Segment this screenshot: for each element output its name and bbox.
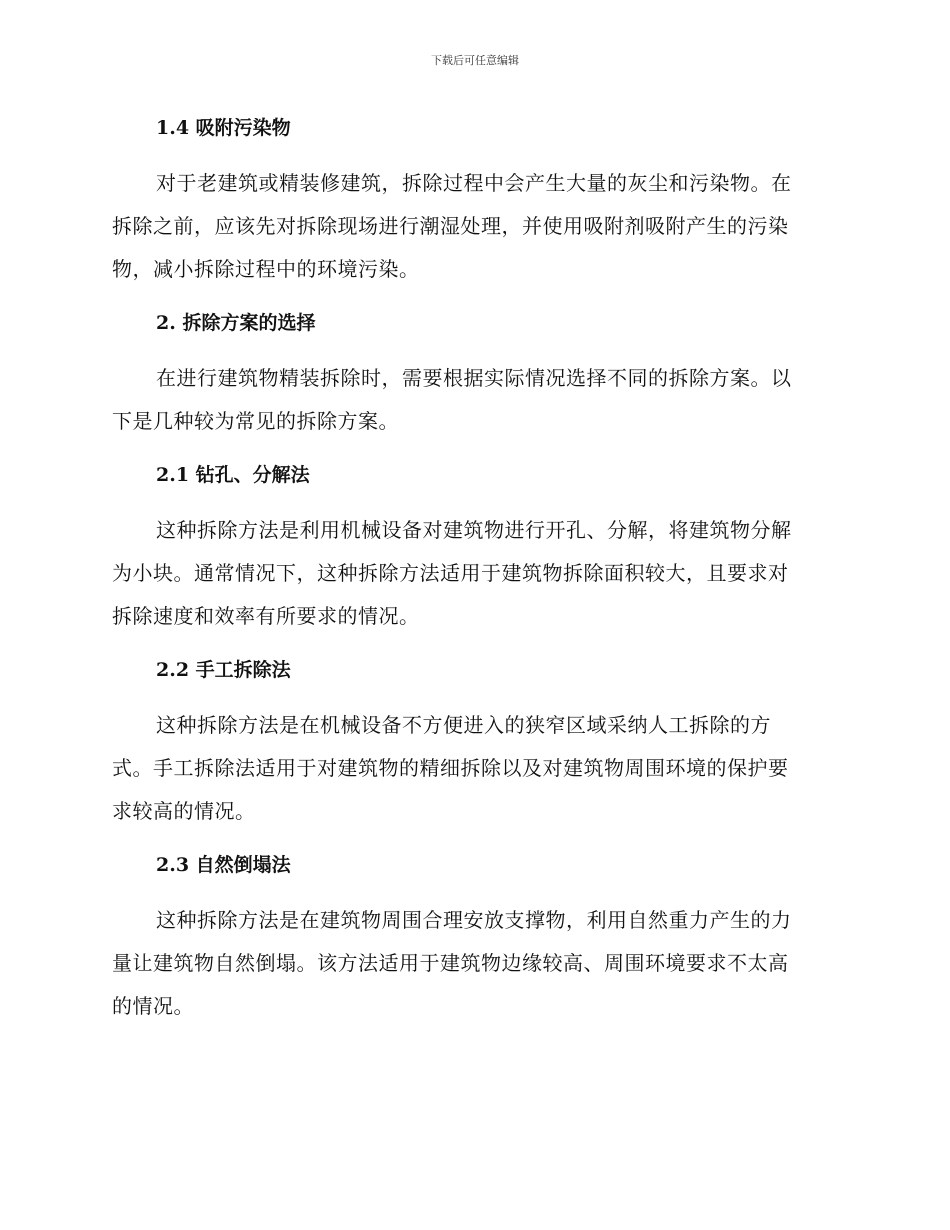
section-2-2 xyxy=(112,650,832,833)
section-heading: 2.2 手工拆除法 xyxy=(156,659,291,681)
section-heading: 1.4 吸附污染物 xyxy=(156,117,291,139)
paragraph-line: 求较高的情况。 xyxy=(112,799,256,823)
section-heading: 2. 拆除方案的选择 xyxy=(156,312,316,334)
paragraph-line: 拆除之前，应该先对拆除现场进行潮湿处理，并使用吸附剂吸附产生的污染 xyxy=(112,214,789,238)
paragraph-line: 在进行建筑物精装拆除时，需要根据实际情况选择不同的拆除方案。以 xyxy=(156,366,792,390)
paragraph xyxy=(112,162,832,291)
paragraph xyxy=(112,899,832,1028)
document-body xyxy=(112,108,832,1040)
paragraph-line: 这种拆除方法是在建筑物周围合理安放支撑物，利用自然重力产生的力 xyxy=(156,908,792,932)
header-note: 下载后可任意编辑 xyxy=(431,54,519,67)
paragraph xyxy=(112,357,832,443)
section-1-4 xyxy=(112,108,832,291)
paragraph-line: 这种拆除方法是利用机械设备对建筑物进行开孔、分解，将建筑物分解 xyxy=(156,518,792,542)
paragraph xyxy=(112,509,832,638)
paragraph-line: 对于老建筑或精装修建筑，拆除过程中会产生大量的灰尘和污染物。在 xyxy=(156,171,792,195)
paragraph-line: 的情况。 xyxy=(112,994,194,1018)
paragraph-line: 拆除速度和效率有所要求的情况。 xyxy=(112,604,420,628)
section-heading: 2.3 自然倒塌法 xyxy=(156,854,291,876)
section-2-3 xyxy=(112,845,832,1028)
paragraph-line: 为小块。通常情况下，这种拆除方法适用于建筑物拆除面积较大，且要求对 xyxy=(112,561,789,585)
paragraph-line: 这种拆除方法是在机械设备不方便进入的狭窄区域采纳人工拆除的方 xyxy=(156,713,771,737)
section-2-1 xyxy=(112,455,832,638)
section-2 xyxy=(112,303,832,443)
paragraph-line: 式。手工拆除法适用于对建筑物的精细拆除以及对建筑物周围环境的保护要 xyxy=(112,756,789,780)
section-heading: 2.1 钻孔、分解法 xyxy=(156,464,310,486)
paragraph-line: 下是几种较为常见的拆除方案。 xyxy=(112,409,399,433)
paragraph-line: 物，减小拆除过程中的环境污染。 xyxy=(112,257,420,281)
paragraph-line: 量让建筑物自然倒塌。该方法适用于建筑物边缘较高、周围环境要求不太高 xyxy=(112,951,789,975)
paragraph xyxy=(112,704,832,833)
